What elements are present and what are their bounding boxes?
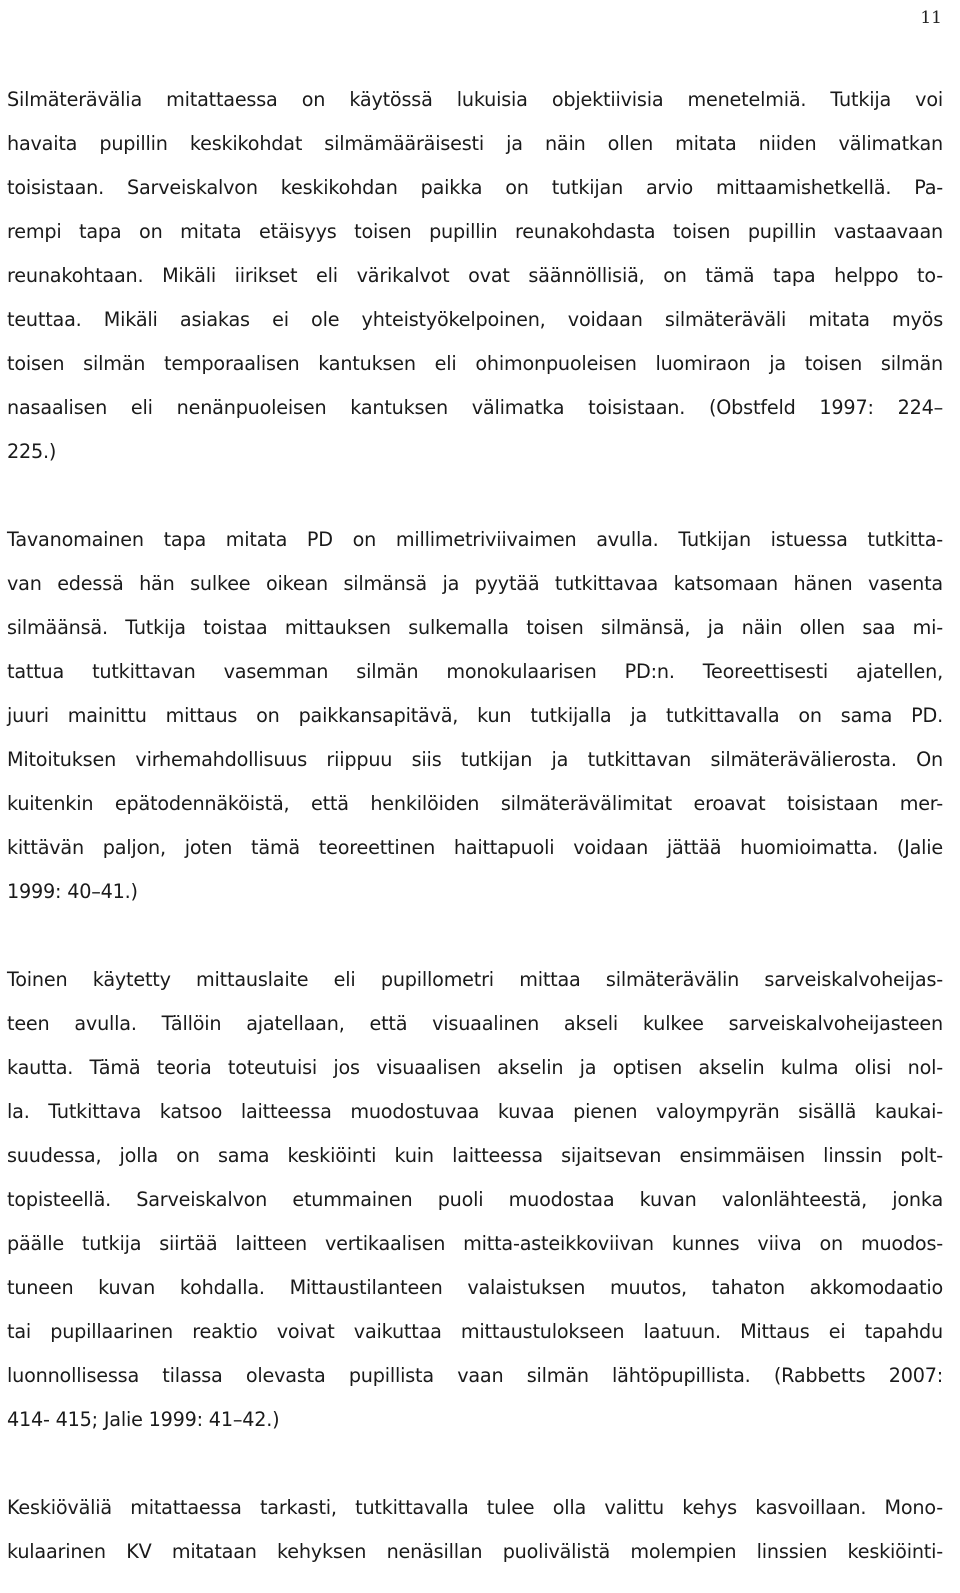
text-line: havaita pupillin keskikohdat silmämääräisesti ja näin ollen mitata niiden välimatkan	[7, 132, 943, 155]
text-line: Keskiöväliä mitattaessa tarkasti, tutkittavalla tulee olla valittu kehys kasvoillaan. Mono-	[7, 1496, 943, 1519]
text-line: kulaarinen KV mitataan kehyksen nenäsillan puolivälistä molempien linssien keskiöinti-	[7, 1540, 943, 1563]
text-line: kittävän paljon, joten tämä teoreettinen haittapuoli voidaan jättää huomioimatta. (Jalie	[7, 836, 943, 859]
text-line: luonnollisessa tilassa olevasta pupillista vaan silmän lähtöpupillista. (Rabbetts 2007:	[7, 1364, 943, 1387]
page-number: 11	[920, 8, 942, 28]
text-line: Toinen käytetty mittauslaite eli pupillometri mittaa silmäterävälin sarveiskalvoheijas-	[7, 968, 943, 991]
paragraph-spacer	[7, 914, 943, 958]
text-line: 225.)	[7, 440, 57, 463]
text-line: reunakohtaan. Mikäli iirikset eli värikalvot ovat säännöllisiä, on tämä tapa helppo to-	[7, 264, 943, 287]
text-line: toisen silmän temporaalisen kantuksen eli ohimonpuoleisen luomiraon ja toisen silmän	[7, 352, 943, 375]
text-line: juuri mainittu mittaus on paikkansapitävä, kun tutkijalla ja tutkittavalla on sama PD.	[7, 704, 943, 727]
text-line: la. Tutkittava katsoo laitteessa muodostuvaa kuvaa pienen valoympyrän sisällä kaukai-	[7, 1100, 943, 1123]
paragraph-spacer	[7, 1442, 943, 1486]
paragraph-3	[7, 958, 943, 1442]
text-line: suudessa, jolla on sama keskiöinti kuin laitteessa sijaitsevan ensimmäisen linssin polt-	[7, 1144, 943, 1167]
text-line: toisistaan. Sarveiskalvon keskikohdan paikka on tutkijan arvio mittaamishetkellä. Pa-	[7, 176, 943, 199]
text-line: rempi tapa on mitata etäisyys toisen pupillin reunakohdasta toisen pupillin vastaavaan	[7, 220, 943, 243]
text-line: tuneen kuvan kohdalla. Mittaustilanteen valaistuksen muutos, tahaton akkomodaatio	[7, 1276, 943, 1299]
text-line: tattua tutkittavan vasemman silmän monokulaarisen PD:n. Teoreettisesti ajatellen,	[7, 660, 943, 683]
document-body	[7, 78, 943, 1574]
text-line: nasaalisen eli nenänpuoleisen kantuksen välimatka toisistaan. (Obstfeld 1997: 224–	[7, 396, 943, 419]
paragraph-4	[7, 1486, 943, 1574]
paragraph-spacer	[7, 474, 943, 518]
text-line: teuttaa. Mikäli asiakas ei ole yhteistyökelpoinen, voidaan silmäteräväli mitata myös	[7, 308, 943, 331]
paragraph-1	[7, 78, 943, 474]
text-line: kuitenkin epätodennäköistä, että henkilöiden silmäterävälimitat eroavat toisistaan mer-	[7, 792, 943, 815]
text-line: silmäänsä. Tutkija toistaa mittauksen sulkemalla toisen silmänsä, ja näin ollen saa mi-	[7, 616, 943, 639]
text-line: Tavanomainen tapa mitata PD on millimetriviivaimen avulla. Tutkijan istuessa tutkitta-	[7, 528, 943, 551]
text-line: päälle tutkija siirtää laitteen vertikaalisen mitta-asteikkoviivan kunnes viiva on muodos-	[7, 1232, 943, 1255]
text-line: 414- 415; Jalie 1999: 41–42.)	[7, 1408, 280, 1431]
text-line: Mitoituksen virhemahdollisuus riippuu siis tutkijan ja tutkittavan silmäterävälierosta. On	[7, 748, 943, 771]
text-line: kautta. Tämä teoria toteutuisi jos visuaalisen akselin ja optisen akselin kulma olisi nol-	[7, 1056, 943, 1079]
text-line: teen avulla. Tällöin ajatellaan, että visuaalinen akseli kulkee sarveiskalvoheijasteen	[7, 1012, 943, 1035]
text-line: Silmäterävälia mitattaessa on käytössä lukuisia objektiivisia menetelmiä. Tutkija voi	[7, 88, 943, 111]
paragraph-2	[7, 518, 943, 914]
text-line: van edessä hän sulkee oikean silmänsä ja pyytää tutkittavaa katsomaan hänen vasenta	[7, 572, 943, 595]
text-line: tai pupillaarinen reaktio voivat vaikuttaa mittaustulokseen laatuun. Mittaus ei tapahdu	[7, 1320, 943, 1343]
text-line: topisteellä. Sarveiskalvon etummainen puoli muodostaa kuvan valonlähteestä, jonka	[7, 1188, 943, 1211]
text-line: 1999: 40–41.)	[7, 880, 138, 903]
